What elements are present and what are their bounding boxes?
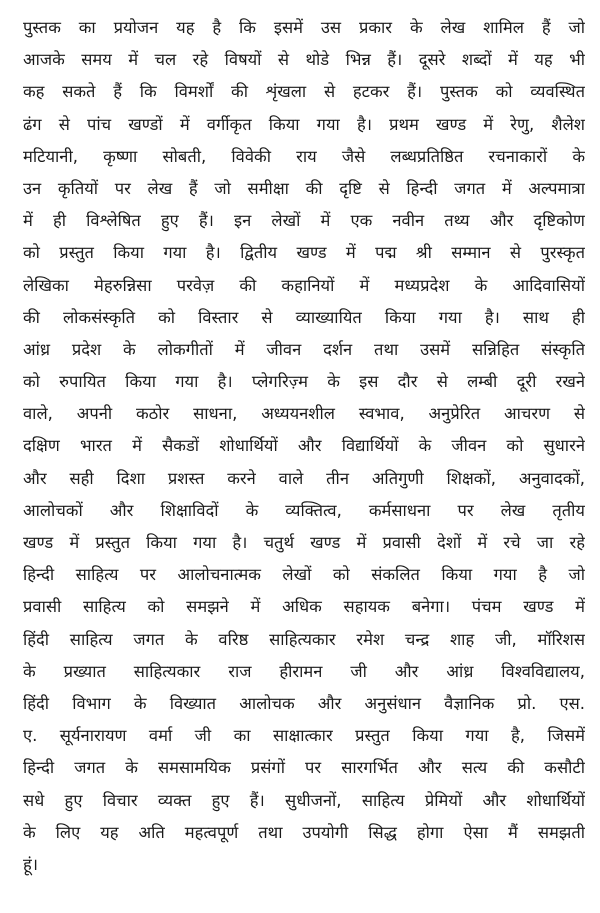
text-line: और सही दिशा प्रशस्त करने वाले तीन अतिगुणी शिक्षकों, अनुवादकों, bbox=[23, 468, 585, 488]
text-line: वाले, अपनी कठोर साधना, अध्ययनशील स्वभाव, अनुप्रेरित आचरण से bbox=[23, 404, 585, 424]
text-line: मटियानी, कृष्णा सोबती, विवेकी राय जैसे लब्धप्रतिष्ठित रचनाकारों के bbox=[23, 146, 585, 166]
text-line: सधे हुए विचार व्यक्त हुए हैं। सुधीजनों, साहित्य प्रेमियों और शोधार्थियों bbox=[23, 790, 585, 810]
text-line: को रुपायित किया गया है। प्लेगरिज़्म के इस दौर से लम्बी दूरी रखने bbox=[23, 372, 585, 392]
text-line: पुस्तक का प्रयोजन यह है कि इसमें उस प्रकार के लेख शामिल हैं जो bbox=[23, 18, 585, 37]
text-line: लेखिका मेहरुन्निसा परवेज़ की कहानियों में मध्यप्रदेश के आदिवासियों bbox=[23, 275, 585, 295]
text-line: कह सकते हैं कि विमर्शों की शृंखला से हटकर हैं। पुस्तक को व्यवस्थित bbox=[23, 82, 585, 102]
text-line: प्रवासी साहित्य को समझने में अधिक सहायक बनेगा। पंचम खण्ड में bbox=[23, 597, 585, 617]
text-line: हिन्दी जगत के समसामयिक प्रसंगों पर सारगर्भित और सत्य की कसौटी bbox=[23, 758, 585, 778]
text-line: हूं। bbox=[23, 854, 39, 874]
body-paragraph bbox=[23, 12, 585, 881]
text-line: आलोचकों और शिक्षाविदों के व्यक्तित्व, कर्मसाधना पर लेख तृतीय bbox=[23, 500, 585, 520]
text-line: के लिए यह अति महत्वपूर्ण तथा उपयोगी सिद्ध होगा ऐसा मैं समझती bbox=[23, 822, 585, 842]
text-line: के प्रख्यात साहित्यकार राज हीरामन जी और आंध्र विश्वविद्यालय, bbox=[23, 661, 585, 681]
text-line: आजके समय में चल रहे विषयों से थोडे भिन्न हैं। दूसरे शब्दों में यह भी bbox=[23, 50, 585, 70]
text-line: दक्षिण भारत में सैकडों शोधार्थियों और विद्यार्थियों के जीवन को सुधारने bbox=[23, 436, 585, 456]
text-line: ए. सूर्यनारायण वर्मा जी का साक्षात्कार प्रस्तुत किया गया है, जिसमें bbox=[23, 726, 585, 746]
text-line: आंध्र प्रदेश के लोकगीतों में जीवन दर्शन तथा उसमें सन्निहित संस्कृति bbox=[23, 339, 585, 359]
text-line: में ही विश्लेषित हुए हैं। इन लेखों में एक नवीन तथ्य और दृष्टिकोण bbox=[23, 211, 585, 231]
text-line: हिंदी साहित्य जगत के वरिष्ठ साहित्यकार रमेश चन्द्र शाह जी, मॉरिशस bbox=[23, 629, 585, 649]
text-line: हिन्दी साहित्य पर आलोचनात्मक लेखों को संकलित किया गया है जो bbox=[23, 565, 585, 585]
text-line: हिंदी विभाग के विख्यात आलोचक और अनुसंधान वैज्ञानिक प्रो. एस. bbox=[23, 693, 585, 713]
text-line: को प्रस्तुत किया गया है। द्वितीय खण्ड में पद्म श्री सम्मान से पुरस्कृत bbox=[23, 243, 585, 263]
text-line: उन कृतियों पर लेख हैं जो समीक्षा की दृष्टि से हिन्दी जगत में अल्पमात्रा bbox=[23, 178, 585, 198]
text-line: खण्ड में प्रस्तुत किया गया है। चतुर्थ खण्ड में प्रवासी देशों में रचे जा रहे bbox=[23, 533, 585, 552]
text-line: ढंग से पांच खण्डों में वर्गीकृत किया गया है। प्रथम खण्ड में रेणु, शैलेश bbox=[23, 114, 585, 134]
text-line: की लोकसंस्कृति को विस्तार से व्याख्यायित किया गया है। साथ ही bbox=[23, 307, 585, 327]
